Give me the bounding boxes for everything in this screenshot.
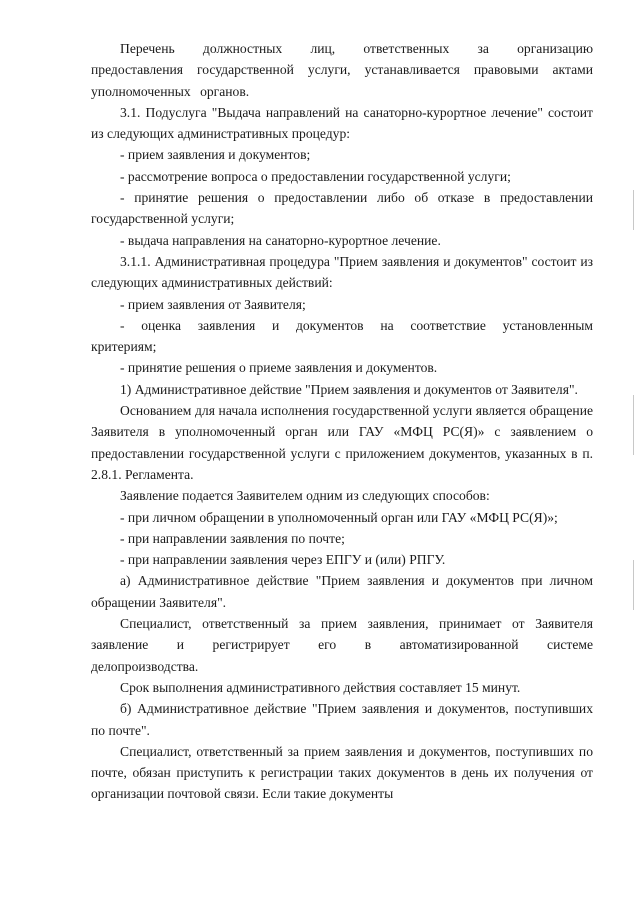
scan-edge-mark [633, 560, 634, 610]
body-paragraph: - при направлении заявления по почте; [120, 530, 345, 546]
body-paragraph: а) Административное действие "Прием заявления и документов при личном обращении Заявителя". [91, 573, 593, 610]
body-paragraph: Заявление подается Заявителем одним из следующих способов: [120, 488, 490, 504]
body-paragraph: б) Административное действие "Прием заявления и документов, поступивших по почте". [91, 701, 593, 738]
body-paragraph: - оценка заявления и документов на соответствие установленным критериям; [91, 317, 593, 355]
body-paragraph: - при личном обращении в уполномоченный орган или ГАУ «МФЦ РС(Я)»; [120, 509, 558, 525]
body-paragraph: - рассмотрение вопроса о предоставлении государственной услуги; [120, 168, 511, 184]
body-paragraph: - при направлении заявления через ЕПГУ и (или) РПГУ. [120, 552, 446, 568]
body-paragraph: - принятие решения о приеме заявления и документов. [120, 360, 438, 376]
body-paragraph: - выдача направления на санаторно-курортное лечение. [120, 232, 441, 248]
body-paragraph: Специалист, ответственный за прием заявления и документов, поступивших по почте, обязан приступить к регистрации таких документов в день их получения от организации почтовой связи. Если такие документы [91, 743, 593, 802]
body-paragraph: Срок выполнения административного действия составляет 15 минут. [120, 679, 521, 695]
body-paragraph: 3.1.1. Административная процедура "Прием заявления и документов" состоит из следующих административных действий: [91, 253, 593, 291]
body-paragraph: Основанием для начала исполнения государственной услуги является обращение Заявителя в уполномоченный орган или ГАУ «МФЦ РС(Я)» с заявлением о предоставлении государственной услуги с приложением документов, указанных в п. 2.8.1. Регламента. [91, 403, 593, 482]
body-paragraph: - прием заявления и документов; [120, 147, 311, 163]
body-paragraph: Перечень должностных лиц, ответственных за организацию предоставления государственной услуги, устанавливается правовыми актами уполномоченных органов. [91, 41, 593, 99]
scan-edge-mark [633, 190, 634, 230]
body-paragraph: 3.1. Подуслуга "Выдача направлений на санаторно-курортное лечение" состоит из следующих административных процедур: [91, 104, 593, 142]
scan-edge-mark [633, 395, 634, 455]
body-paragraph: 1) Административное действие "Прием заявления и документов от Заявителя". [120, 381, 578, 397]
body-paragraph: - принятие решения о предоставлении либо об отказе в предоставлении государственной услуги; [91, 190, 593, 227]
body-paragraph: - прием заявления от Заявителя; [120, 296, 306, 312]
body-paragraph: Специалист, ответственный за прием заявления, принимает от Заявителя заявление и регистрирует его в автоматизированной системе делопроизводства. [91, 616, 593, 674]
